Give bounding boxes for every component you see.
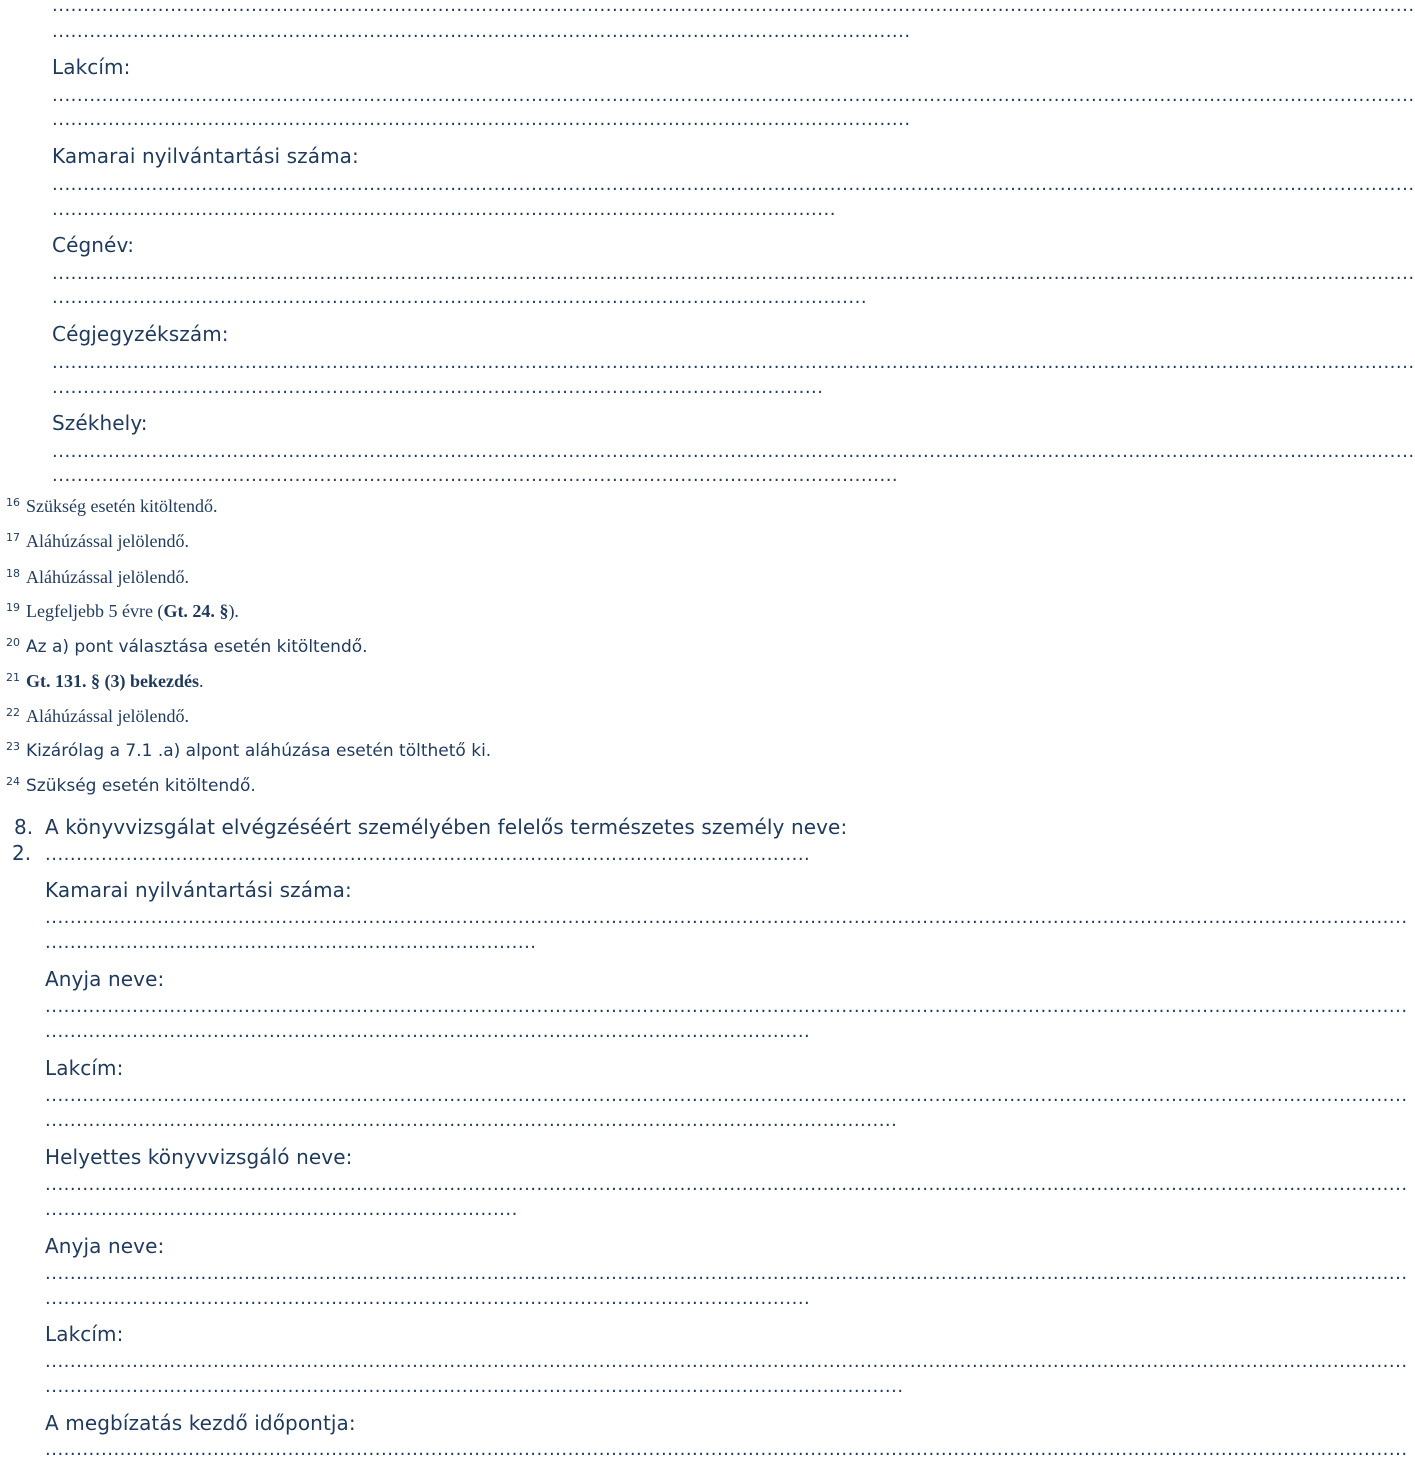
footnote-number: 19 [6,601,20,614]
kamarai-label-2: Kamarai nyilvántartási száma: [45,878,352,902]
footnote-text: Aláhúzással jelölendő. [26,706,189,726]
lakcim-field[interactable]: ........................................................................................................................................................................................................................... [52,85,1415,106]
paragraph-sign: § [219,601,229,621]
footnote-23 [6,736,491,762]
cegjegyzekszam-field[interactable]: ........................................................................................................................................................................................................................... [52,352,1415,373]
helyettes-label: Helyettes könyvvizsgáló neve: [45,1145,353,1169]
footnote-24 [6,771,256,797]
footnote-20 [6,632,368,658]
footnote-text: Aláhúzással jelölendő. [26,567,189,587]
footnote-number: 22 [6,706,20,719]
item-number: 2. [12,841,32,865]
footnote-number: 23 [6,740,20,753]
megbizatas-kezdo-field[interactable]: ........................................................................................................................................................................................................................... [45,1439,1408,1460]
lakcim-field-6[interactable]: .......................................................................................................................................... [45,1376,904,1397]
footnote-text: Kizárólag a 7.1 .a) alpont aláhúzása esetén tölthető ki. [26,741,492,761]
anyja-neve-field-4[interactable]: ........................................................................................................................... [45,1288,811,1309]
lakcim-field-4[interactable]: ......................................................................................................................................... [45,1110,898,1131]
cegnev-field[interactable]: ........................................................................................................................................................................................................................... [52,263,1415,284]
anyja-neve-label-2: Anyja neve: [45,1234,165,1258]
footnote-text-end: . [198,671,204,691]
kamarai-field-2[interactable]: .............................................................................................................................. [52,199,836,220]
szekhely-label: Székhely: [52,411,148,435]
footnote-number: 21 [6,671,20,684]
footnote-text: Szükség esetén kitöltendő. [26,496,218,516]
footnote-number: 16 [6,496,20,509]
cegnev-label: Cégnév: [52,233,135,257]
name-field[interactable]: ........................................................................................................................... [45,844,811,865]
footnote-text: Az a) pont választása esetén kitöltendő. [26,637,368,657]
section-title: A könyvvizsgálat elvégzéséért személyében felelős természetes személy neve: [45,815,848,839]
anyja-neve-label: Anyja neve: [45,967,165,991]
footnote-21 [6,667,203,693]
footnote-number: 18 [6,567,20,580]
megbizatas-kezdo-label: A megbízatás kezdő időpontja: [45,1411,356,1435]
anyja-neve-field[interactable]: ........................................................................................................................................................................................................................... [45,996,1408,1017]
lakcim-label: Lakcím: [52,55,131,79]
footnote-number: 20 [6,636,20,649]
footnote-19 [6,597,239,623]
footnote-22 [6,702,189,728]
footnote-text-end: ). [228,601,239,621]
footnote-text: Aláhúzással jelölendő. [26,531,189,551]
footnote-16 [6,492,217,518]
footnote-17 [6,527,189,553]
footnote-text: Szükség esetén kitöltendő. [26,776,256,796]
cegjegyzekszam-label: Cégjegyzékszám: [52,322,229,346]
footnote-text: Legfeljebb 5 évre ( [26,601,164,621]
kamarai-label: Kamarai nyilvántartási száma: [52,144,359,168]
lakcim-field-2[interactable]: .......................................................................................................................................... [52,109,911,130]
footnote-ref-bold: Gt. 131. § (3) bekezdés [26,671,199,691]
kamarai-field[interactable]: ........................................................................................................................................................................................................................... [52,174,1415,195]
kamarai-field-4[interactable]: ............................................................................... [45,932,537,953]
lakcim-field-3[interactable]: ........................................................................................................................................................................................................................... [45,1085,1408,1106]
section-number: 8. [14,815,34,839]
lakcim-field-5[interactable]: ........................................................................................................................................................................................................................... [45,1351,1408,1372]
szekhely-field[interactable]: ........................................................................................................................................................................................................................... [52,441,1415,462]
helyettes-field-2[interactable]: ............................................................................ [45,1199,518,1220]
anyja-neve-field-3[interactable]: ........................................................................................................................................................................................................................... [45,1263,1408,1284]
szekhely-field-2[interactable]: ........................................................................................................................................ [52,465,899,486]
cegjegyzekszam-field-2[interactable]: ............................................................................................................................ [52,377,824,398]
footnote-number: 24 [6,775,20,788]
helyettes-field[interactable]: ........................................................................................................................................................................................................................... [45,1174,1408,1195]
dotted-line: .......................................................................................................................................... [52,21,911,42]
footnote-ref-bold: Gt. 24. [163,601,220,621]
anyja-neve-field-2[interactable]: ........................................................................................................................... [45,1021,811,1042]
lakcim-label-2: Lakcím: [45,1056,124,1080]
dotted-line: ........................................................................................................................................................................................................................... [52,0,1415,16]
footnote-number: 17 [6,531,20,544]
lakcim-label-3: Lakcím: [45,1322,124,1346]
kamarai-field-3[interactable]: ........................................................................................................................................................................................................................... [45,907,1408,928]
cegnev-field-2[interactable]: ................................................................................................................................... [52,287,868,308]
footnote-18 [6,563,189,589]
